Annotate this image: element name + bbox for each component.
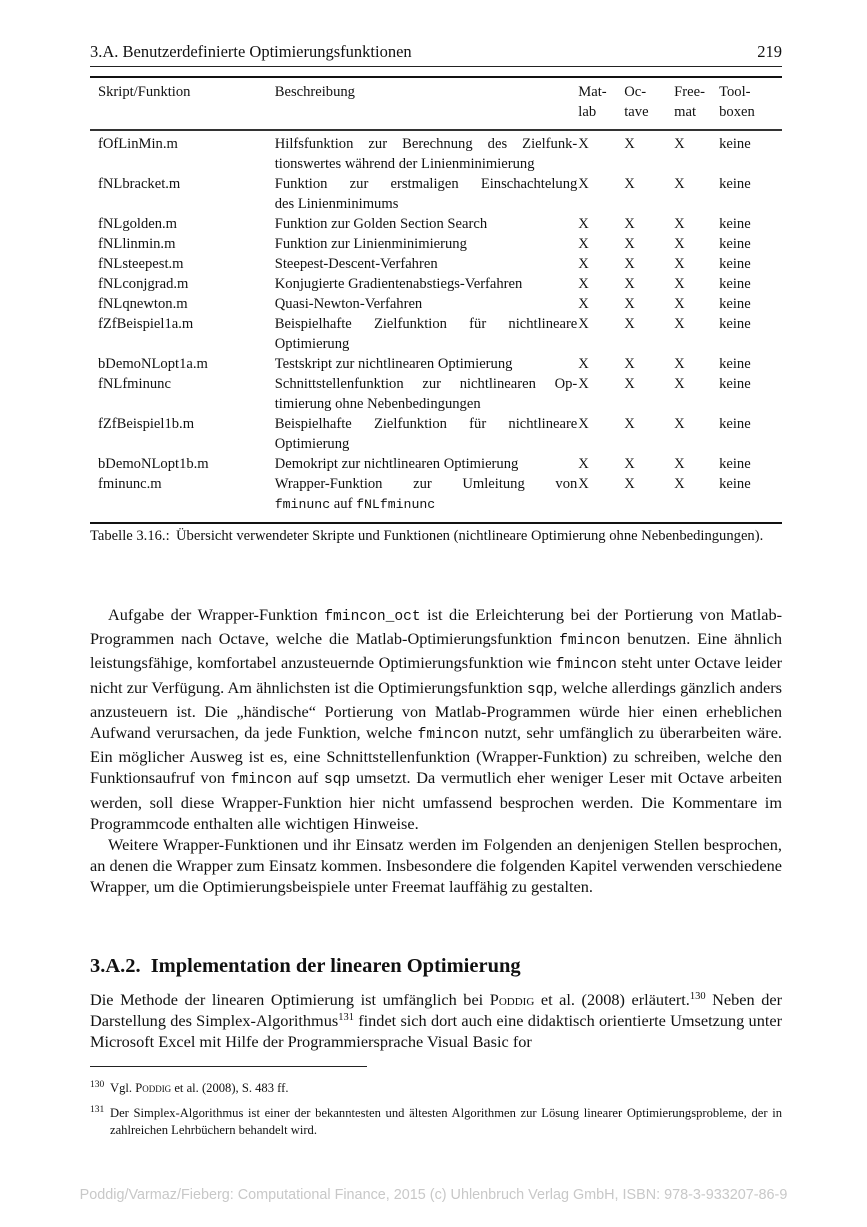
cell-toolboxes: keine xyxy=(719,235,751,252)
cell-octave: X xyxy=(624,295,635,312)
cell-description: Quasi-Newton-Verfahren xyxy=(274,295,423,312)
cell-matlab: X xyxy=(578,475,589,492)
table-row xyxy=(90,174,782,214)
cell-script: fminunc.m xyxy=(98,475,162,492)
header-description: Beschreibung xyxy=(274,84,355,100)
cell-script: fNLqnewton.m xyxy=(98,295,188,312)
cell-toolboxes: keine xyxy=(719,175,751,192)
cell-octave: X xyxy=(624,475,635,492)
cell-script: fZfBeispiel1b.m xyxy=(98,415,195,432)
footnote-rule xyxy=(90,1066,367,1067)
running-head xyxy=(90,42,782,64)
cell-freemat: X xyxy=(674,215,685,232)
paragraph-wrapper: Aufgabe der Wrapper-Funktion fmincon_oct ist die Erleichterung bei der Portierung von Matlab-Programmen nach Octave, welche die Matlab-Optimierungsfunktion fmincon benutzen. Eine ähnlich leistungsfähige, komfortabel anzusteuernde Optimierungsfunktion wie fmincon steht unter Octave leider nicht zur Verfügung. Am ähnlichsten ist die Optimierungsfunktion sqp, welche allerdings gänzlich anders anzusteuern ist. Die „händische“ Portierung von Matlab-Programmen würde hier einen erheblichen Aufwand verursachen, da jede Funktion, welche fmincon nutzt, sehr umfänglich zu überarbeiten wäre. Ein möglicher Ausweg ist es, eine Schnittstellenfunktion (Wrapper-Funktion) zu schreiben, welche den Funktionsaufruf von fmincon auf sqp umsetzt. Da vermutlich eher weniger Leser mit Octave arbeiten werden, soll diese Wrapper-Funktion hier nicht umfassend besprochen werden. Die Kommentare im Programmcode enthalten alle wichtigen Hinweise. xyxy=(90,605,783,833)
table-header-row xyxy=(90,78,782,129)
cell-toolboxes: keine xyxy=(719,255,751,272)
author-name: Poddig xyxy=(489,990,535,1009)
cell-description: Testskript zur nichtlinearen Optimierung xyxy=(274,355,513,372)
page-number: 219 xyxy=(757,42,782,61)
footnote-number: 130 xyxy=(90,1080,105,1090)
table-row xyxy=(90,454,782,474)
table-row xyxy=(90,234,782,254)
table-row xyxy=(90,254,782,274)
cell-matlab: X xyxy=(578,215,589,232)
cell-toolboxes: keine xyxy=(719,355,751,372)
scripts-table xyxy=(90,76,782,524)
cell-script: bDemoNLopt1a.m xyxy=(98,355,208,372)
running-head-section: 3.A. Benutzerdefinierte Optimierungsfunktionen xyxy=(90,42,412,61)
table-row xyxy=(90,414,782,454)
cell-matlab: X xyxy=(578,135,589,152)
cell-freemat: X xyxy=(674,175,685,192)
running-head-rule xyxy=(90,66,782,67)
cell-octave: X xyxy=(624,135,635,152)
header-octave: Oc- tave xyxy=(624,84,649,120)
cell-freemat: X xyxy=(674,415,685,432)
cell-toolboxes: keine xyxy=(719,455,751,472)
cell-script: fNLbracket.m xyxy=(98,175,181,192)
cell-octave: X xyxy=(624,415,635,432)
cell-description: Beispielhafte Zielfunktion für nichtlineare Optimierung xyxy=(274,415,578,452)
table-row xyxy=(90,474,782,515)
cell-octave: X xyxy=(624,315,635,332)
cell-description: Funktion zur Golden Section Search xyxy=(274,215,488,232)
cell-freemat: X xyxy=(674,255,685,272)
cell-matlab: X xyxy=(578,315,589,332)
cell-description: Konjugierte Gradientenabstiegs-Verfahren xyxy=(274,275,523,292)
header-freemat: Free- mat xyxy=(674,84,705,120)
cell-octave: X xyxy=(624,255,635,272)
table-row xyxy=(90,134,782,174)
body-text xyxy=(90,604,782,898)
cell-freemat: X xyxy=(674,455,685,472)
table-body xyxy=(90,131,782,522)
cell-octave: X xyxy=(624,355,635,372)
footnote-ref-130[interactable]: 130 xyxy=(689,991,706,1002)
cell-octave: X xyxy=(624,235,635,252)
table-row xyxy=(90,294,782,314)
cell-script: fZfBeispiel1a.m xyxy=(98,315,194,332)
cell-octave: X xyxy=(624,375,635,392)
cell-script: fNLsteepest.m xyxy=(98,255,184,272)
cell-freemat: X xyxy=(674,295,685,312)
cell-script: fNLfminunc xyxy=(98,375,171,392)
footnote-130: 130 Vgl. Poddig et al. (2008), S. 483 ff. xyxy=(90,1080,782,1097)
section-number: 3.A.2. xyxy=(90,955,141,977)
caption-text: Übersicht verwendeter Skripte und Funktionen (nichtlineare Optimierung ohne Nebenbedingungen). xyxy=(176,528,764,544)
header-matlab: Mat- lab xyxy=(578,84,607,120)
cell-description: Wrapper-Funktion zur Umleitung von fminunc auf fNLfminunc xyxy=(274,475,578,512)
cell-matlab: X xyxy=(578,355,589,372)
cell-script: fNLgolden.m xyxy=(98,215,178,232)
cell-description: Steepest-Descent-Verfahren xyxy=(274,255,438,272)
table-row xyxy=(90,274,782,294)
table-row xyxy=(90,314,782,354)
cell-freemat: X xyxy=(674,275,685,292)
cell-toolboxes: keine xyxy=(719,135,751,152)
cell-description: Beispielhafte Zielfunktion für nichtlineare Optimierung xyxy=(274,315,578,352)
header-script: Skript/Funktion xyxy=(98,84,191,100)
cell-freemat: X xyxy=(674,315,685,332)
cell-script: fNLconjgrad.m xyxy=(98,275,189,292)
cell-script: fOfLinMin.m xyxy=(98,135,178,152)
cell-description: Schnittstellenfunktion zur nichtlinearen Op- timierung ohne Nebenbedingungen xyxy=(274,375,578,412)
cell-octave: X xyxy=(624,275,635,292)
cell-description: Hilfsfunktion zur Berechnung des Zielfunk- tionswertes während der Linienminimierung xyxy=(274,135,578,172)
cell-octave: X xyxy=(624,215,635,232)
table-row xyxy=(90,374,782,414)
code-fminunc: fminunc xyxy=(274,496,331,512)
code-fnlfminunc: fNLfminunc xyxy=(356,496,436,512)
section-title: Implementation der linearen Optimierung xyxy=(150,955,521,977)
cell-toolboxes: keine xyxy=(719,315,751,332)
cell-matlab: X xyxy=(578,175,589,192)
footnote-number: 131 xyxy=(90,1105,105,1115)
cell-toolboxes: keine xyxy=(719,375,751,392)
caption-label: Tabelle 3.16.: xyxy=(90,528,170,544)
copyright-watermark: Poddig/Varmaz/Fieberg: Computational Finance, 2015 (c) Uhlenbruch Verlag GmbH, ISBN: 978-3-933207-86-9 xyxy=(79,1187,788,1203)
cell-toolboxes: keine xyxy=(719,275,751,292)
cell-toolboxes: keine xyxy=(719,215,751,232)
cell-matlab: X xyxy=(578,415,589,432)
footnote-ref-131[interactable]: 131 xyxy=(338,1012,354,1024)
cell-freemat: X xyxy=(674,375,685,392)
cell-toolboxes: keine xyxy=(719,415,751,432)
cell-matlab: X xyxy=(578,375,589,392)
cell-script: fNLlinmin.m xyxy=(98,235,176,252)
paragraph-further-wrappers: Weitere Wrapper-Funktionen und ihr Einsatz werden im Folgenden an denjenigen Stellen besprochen, an denen die Wrapper zum Einsatz kommen. Insbesondere die folgenden Kapitel verwenden verschiedene Wrapper, um die Optimierungsbeispiele unter Freemat lauffähig zu gestalten. xyxy=(90,835,782,897)
cell-freemat: X xyxy=(674,355,685,372)
table-caption xyxy=(90,526,782,547)
cell-octave: X xyxy=(624,455,635,472)
cell-description: Funktion zur erstmaligen Einschachtelung des Linienminimums xyxy=(274,175,578,212)
cell-freemat: X xyxy=(674,475,685,492)
section-body: Die Methode der linearen Optimierung ist umfänglich bei Poddig et al. (2008) erläutert.$^{130}$ Neben der Darstellung des Simplex-Algorithmus$^{131}$ findet sich dort auch eine didaktisch orientierte Umsetzung unter Microsoft Excel mit Hilfe der Programmiersprache Visual Basic for xyxy=(90,990,783,1052)
table-bottom-rule xyxy=(90,522,782,524)
table-row xyxy=(90,214,782,234)
cell-script: bDemoNLopt1b.m xyxy=(98,455,209,472)
cell-description: Funktion zur Linienminimierung xyxy=(274,235,467,252)
cell-matlab: X xyxy=(578,295,589,312)
table-row xyxy=(90,354,782,374)
cell-freemat: X xyxy=(674,135,685,152)
cell-toolboxes: keine xyxy=(719,295,751,312)
cell-matlab: X xyxy=(578,255,589,272)
cell-freemat: X xyxy=(674,235,685,252)
cell-matlab: X xyxy=(578,275,589,292)
cell-matlab: X xyxy=(578,235,589,252)
cell-toolboxes: keine xyxy=(719,475,751,492)
header-toolboxes: Tool- boxen xyxy=(719,84,755,120)
section-heading xyxy=(90,955,521,978)
cell-matlab: X xyxy=(578,455,589,472)
cell-description: Demokript zur nichtlinearen Optimierung xyxy=(274,455,519,472)
footnote-131: 131 Der Simplex-Algorithmus ist einer der bekanntesten und ältesten Algorithmen zur Lösung linearer Optimierungsprobleme, der in zahlreichen Lehrbüchern behandelt wird. xyxy=(90,1105,782,1139)
cell-octave: X xyxy=(624,175,635,192)
